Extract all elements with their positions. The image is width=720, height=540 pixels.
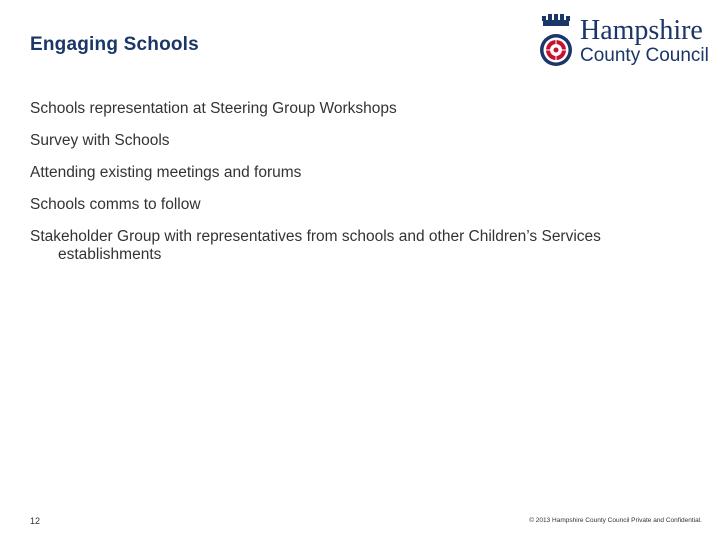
hampshire-logo — [534, 14, 710, 70]
bullet-item: Survey with Schools — [30, 132, 170, 149]
logo-text-hampshire: Hampshire — [580, 15, 703, 46]
bullet-item: Schools representation at Steering Group Workshops — [30, 100, 397, 117]
slide-title: Engaging Schools — [30, 34, 199, 55]
bullet-item: Stakeholder Group with representatives from schools and other Children’s Services establishments — [30, 228, 601, 263]
bullet-list — [30, 100, 670, 278]
bullet-item: Attending existing meetings and forums — [30, 164, 302, 181]
page-number: 12 — [30, 516, 41, 526]
copyright-footer: © 2013 Hampshire County Council Private and Confidential. — [529, 517, 702, 524]
crown-rose-emblem-icon — [534, 14, 578, 70]
bullet-item: Schools comms to follow — [30, 196, 201, 213]
logo-text-county-council: County Council — [580, 45, 709, 66]
